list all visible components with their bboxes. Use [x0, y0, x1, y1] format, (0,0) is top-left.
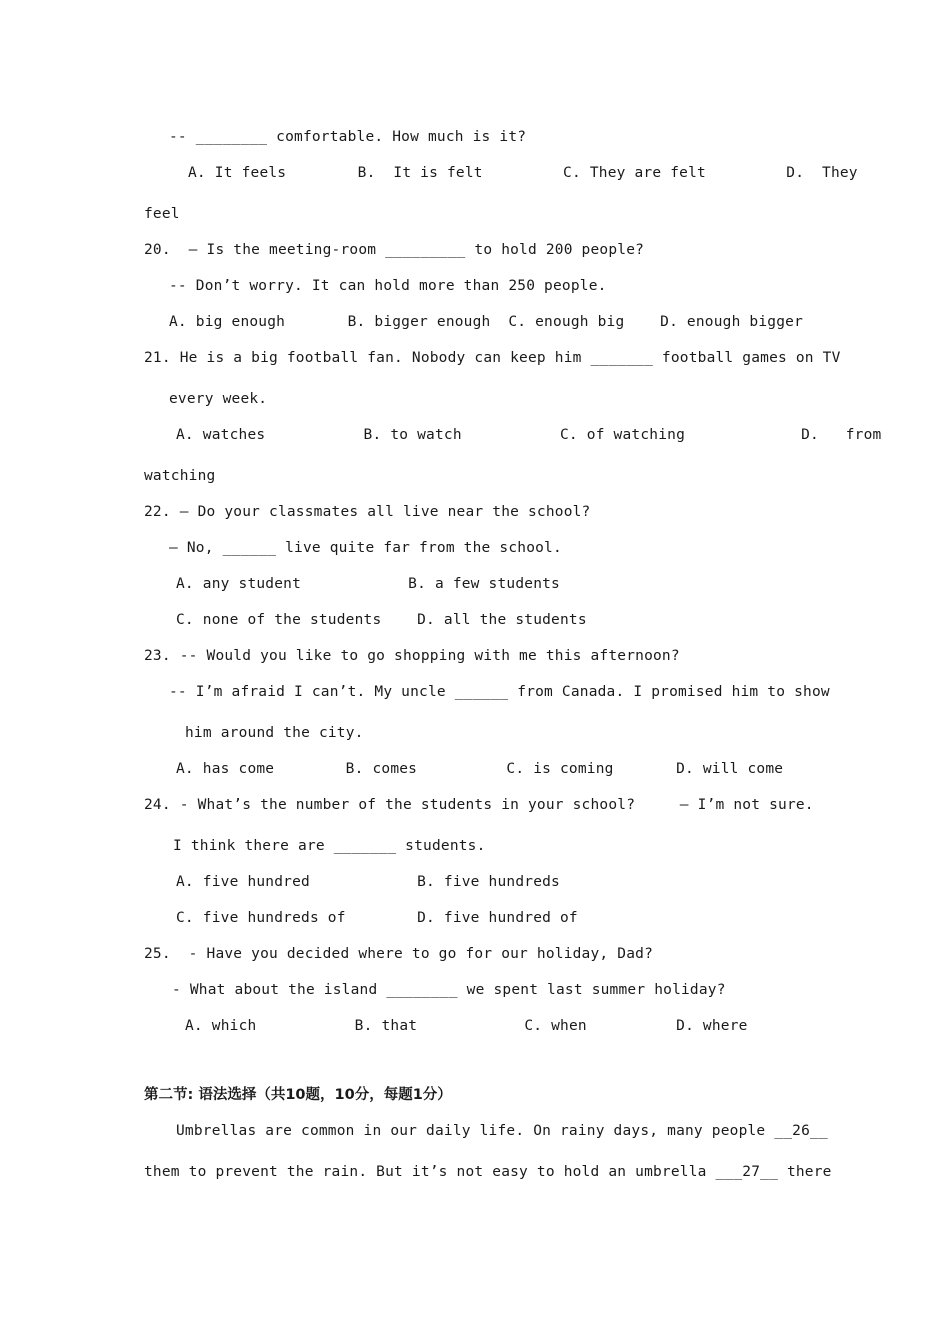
q23-answer-wrap: him around the city. [185, 725, 364, 741]
q25-options: A. which B. that C. when D. where [185, 1018, 748, 1034]
q21-question: 21. He is a big football fan. Nobody can keep him _______ football games on TV [144, 350, 841, 366]
q22-options-ab: A. any student B. a few students [176, 576, 560, 592]
q21-options: A. watches B. to watch C. of watching D. from [176, 427, 882, 443]
q23-options: A. has come B. comes C. is coming D. will come [176, 761, 784, 777]
section-heading: 第二节: 语法选择（共10题，10分，每题1分） [144, 1087, 452, 1103]
q23-answer-line: -- I’m afraid I can’t. My uncle ______ from Canada. I promised him to show [169, 684, 830, 700]
q19-answer-line: -- ________ comfortable. How much is it? [169, 129, 527, 145]
q19-options-wrap: feel [144, 206, 180, 222]
passage-line-1: Umbrellas are common in our daily life. On rainy days, many people __26__ [176, 1123, 828, 1139]
q22-options-cd: C. none of the students D. all the students [176, 612, 587, 628]
q22-question: 22. — Do your classmates all live near the school? [144, 504, 591, 520]
q22-answer-line: — No, ______ live quite far from the school. [169, 540, 562, 556]
q24-question-wrap: I think there are _______ students. [173, 838, 486, 854]
q20-options: A. big enough B. bigger enough C. enough big D. enough bigger [169, 314, 804, 330]
q19-options: A. It feels B. It is felt C. They are felt D. They [188, 165, 858, 181]
q24-options-cd: C. five hundreds of D. five hundred of [176, 910, 578, 926]
q24-options-ab: A. five hundred B. five hundreds [176, 874, 560, 890]
q24-question: 24. - What’s the number of the students in your school? – I’m not sure. [144, 797, 814, 813]
q23-question: 23. -- Would you like to go shopping with me this afternoon? [144, 648, 680, 664]
q20-question: 20. – Is the meeting-room _________ to hold 200 people? [144, 242, 645, 258]
passage-line-2: them to prevent the rain. But it’s not easy to hold an umbrella ___27__ there [144, 1164, 832, 1180]
q20-answer-line: -- Don’t worry. It can hold more than 250 people. [169, 278, 607, 294]
q21-options-wrap: watching [144, 468, 216, 484]
q21-question-wrap: every week. [169, 391, 268, 407]
q25-answer-line: - What about the island ________ we spent last summer holiday? [172, 982, 726, 998]
q25-question: 25. - Have you decided where to go for our holiday, Dad? [144, 946, 653, 962]
